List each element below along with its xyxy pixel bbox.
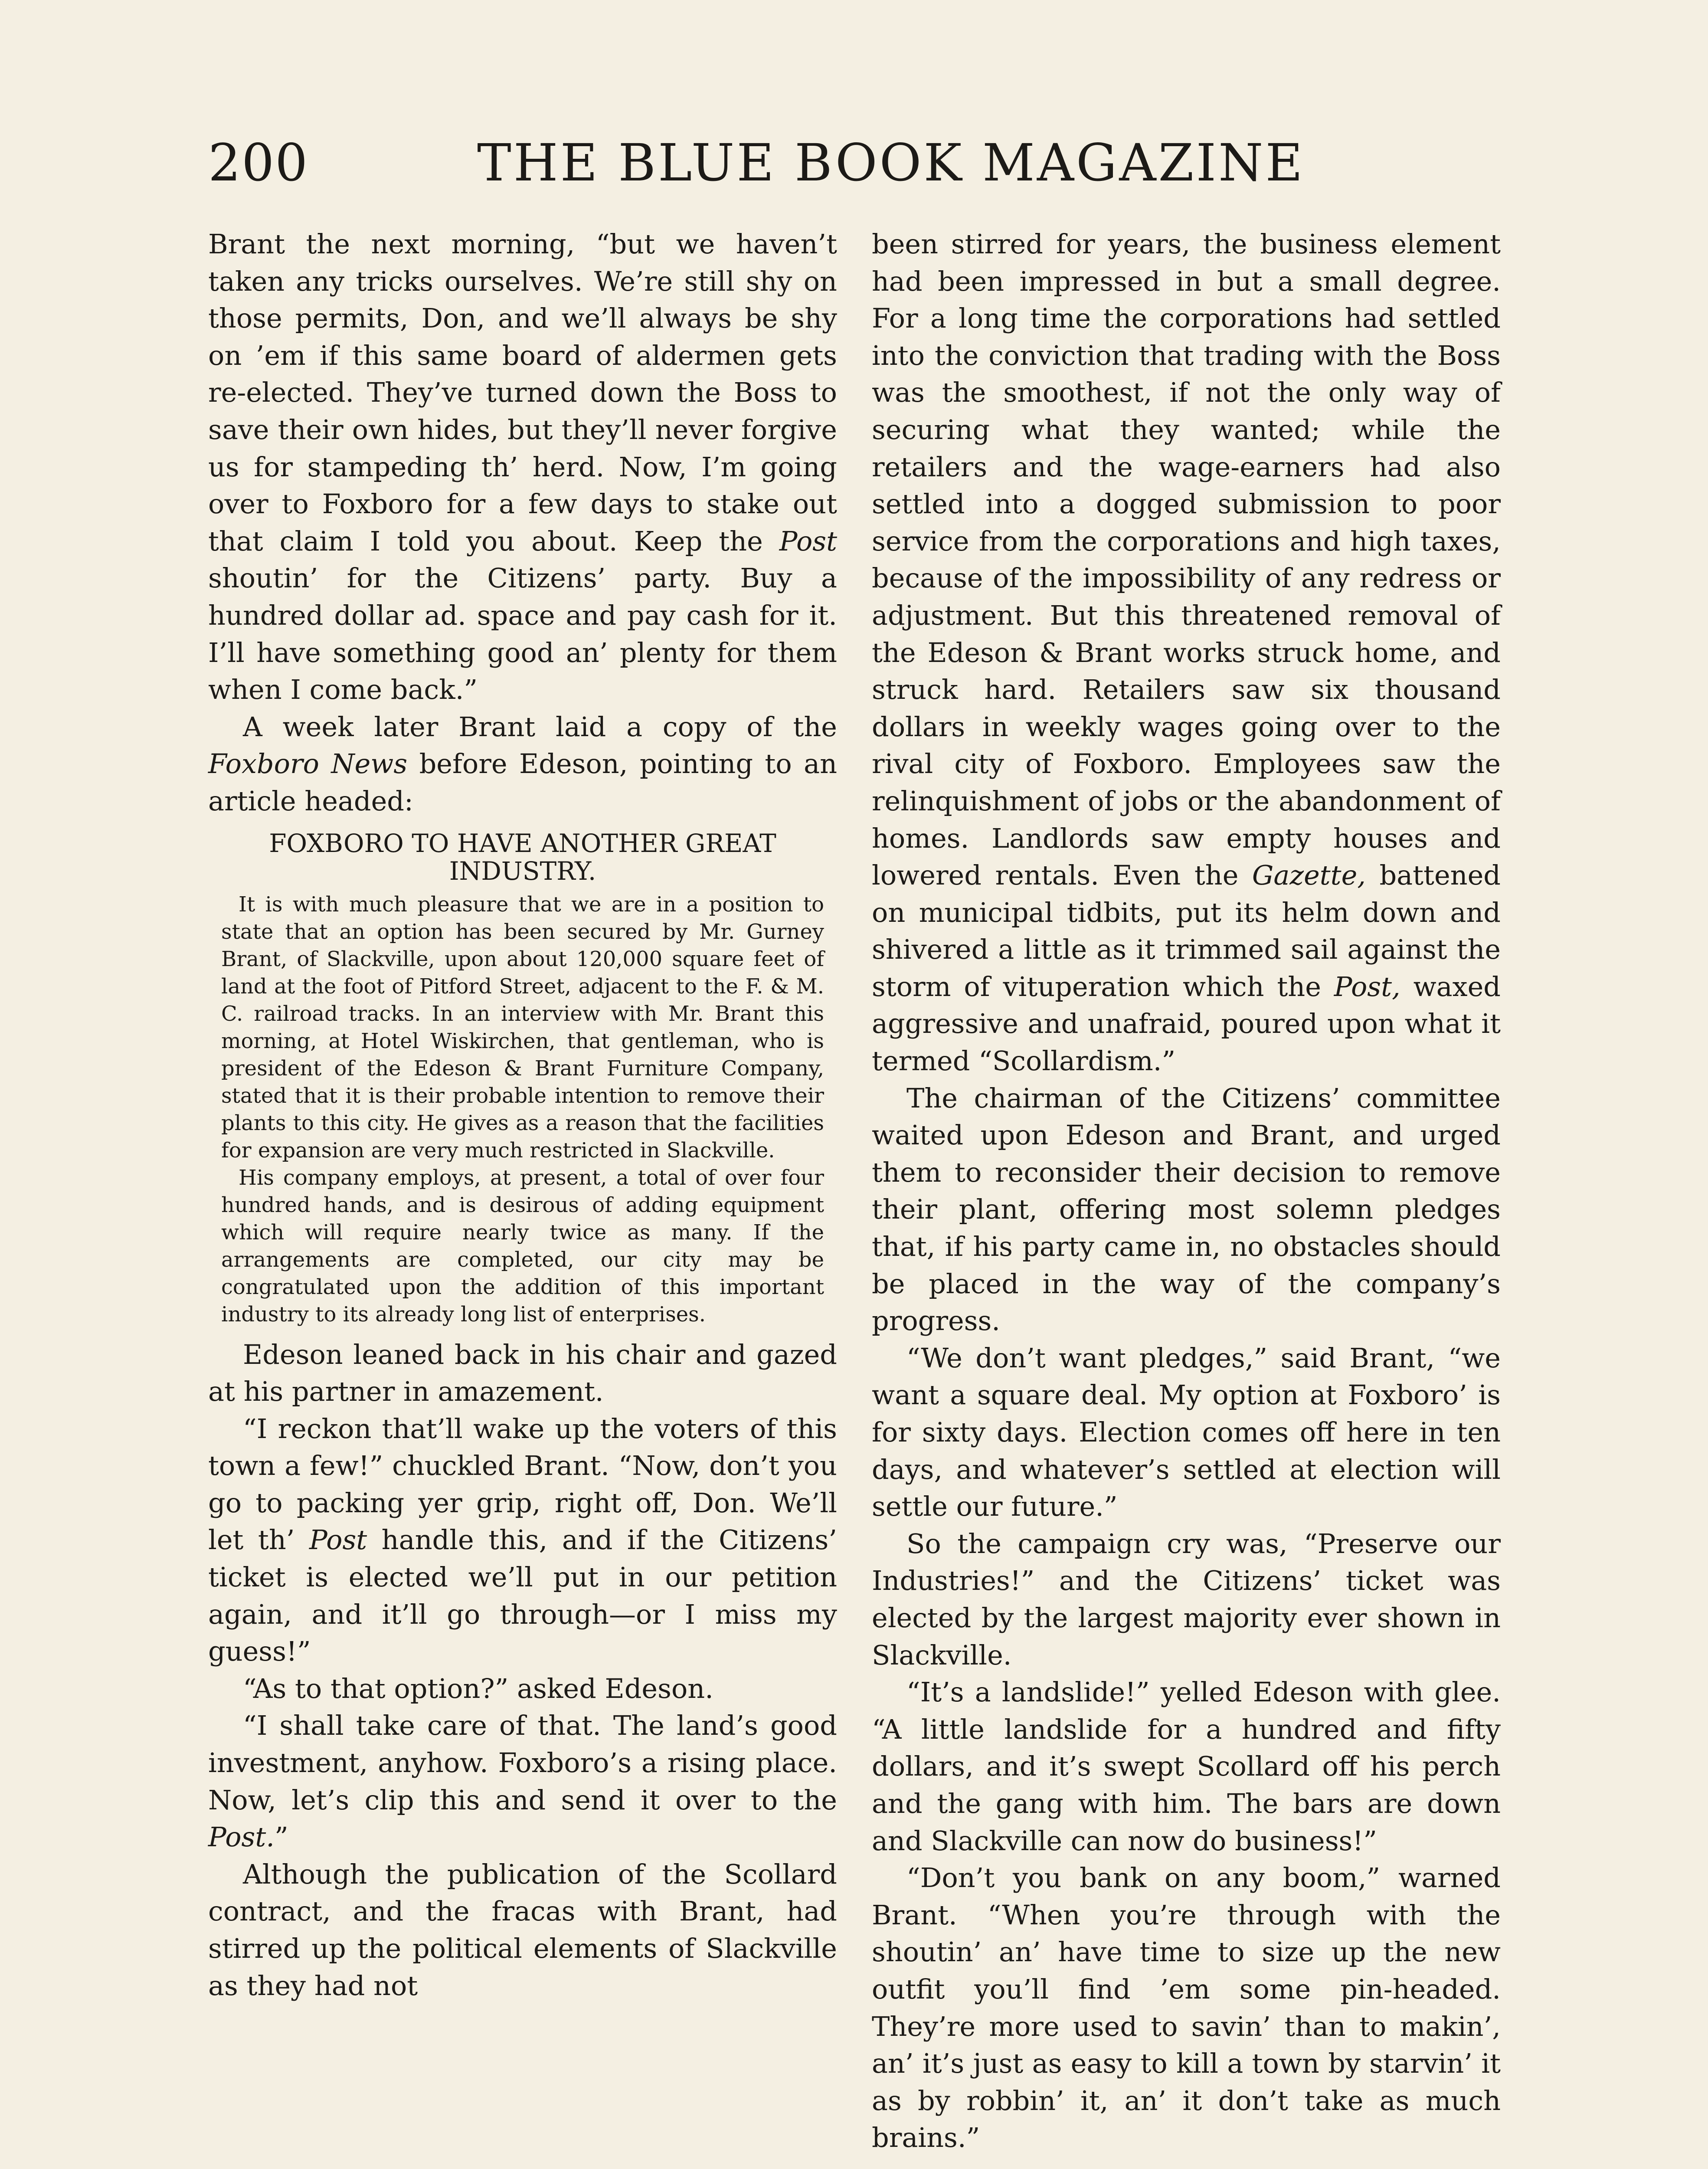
paragraph: “I reckon that’ll wake up the voters of this town a few!” chuckled Brant. “Now, don’t you go to packing yer grip, right off, Don. We’ll let th’ Post handle this, and if the Citizens’ ticket is elected we’ll put in our petition again, and it’ll go through—or I miss my guess!” <box>208 1412 837 1668</box>
news-headline: FOXBORO TO HAVE ANOTHER GREAT INDUSTRY. <box>269 828 776 886</box>
news-paragraph: It is with much pleasure that we are in a position to state that an option has been secured by Mr. Gurney Brant, of Slackville, upon about 120,000 square feet of land at the foot of Pitford Street, adjacent to the F. & M. C. railroad tracks. In an interview with Mr. Brant this morning, at Hotel Wiskirchen, that gentleman, who is president of the Edeson & Brant Furniture Company, stated that it is their probable intention to remove their plants to this city. He gives as a reason that the facilities for expansion are very much restricted in Slackville. <box>221 892 824 1163</box>
page-number: 200 <box>208 133 309 193</box>
news-clipping <box>221 829 824 1328</box>
paragraph: been stirred for years, the business element had been impressed in but a small degree. For a long time the corporations had settled into the conviction that trading with the Boss was the smoothest, if not the only way of securing what they wanted; while the retailers and the wage-earners had also settled into a dogged submission to poor service from the corporations and high taxes, because of the impossibility of any redress or adjustment. But this threatened removal of the Edeson & Brant works struck home, and struck hard. Retailers saw six thousand dollars in weekly wages going over to the rival city of Foxboro. Employees saw the relinquishment of jobs or the abandonment of homes. Landlords saw empty houses and lowered rentals. Even the Gazette, battened on municipal tidbits, put its helm down and shivered a little as it trimmed sail against the storm of vituperation which the Post, waxed aggressive and unafraid, poured upon what it termed “Scollardism.” <box>872 228 1501 1077</box>
left-column <box>208 226 837 2004</box>
paragraph: “I shall take care of that. The land’s good investment, anyhow. Foxboro’s a rising place. Now, let’s clip this and send it over to the Post.” <box>208 1710 837 1853</box>
magazine-title: THE BLUE BOOK MAGAZINE <box>477 133 1305 193</box>
paragraph: The chairman of the Citizens’ committee waited upon Edeson and Brant, and urged them to reconsider their decision to remove their plant, offering most solemn pledges that, if his party came in, no obstacles should be placed in the way of the company’s progress. <box>872 1082 1501 1337</box>
page-header <box>208 130 1509 204</box>
paragraph: “Don’t you bank on any boom,” warned Brant. “When you’re through with the shoutin’ an’ have time to size up the new outfit you’ll find ’em some pin-headed. They’re more used to savin’ than to makin’, an’ it’s just as easy to kill a town by starvin’ it as by robbin’ it, an’ it don’t take as much brains.” <box>872 1862 1501 2154</box>
paragraph: “It’s a landslide!” yelled Edeson with glee. “A little landslide for a hundred and fifty dollars, and it’s swept Scollard off his perch and the gang with him. The bars are down and Slackville can now do business!” <box>872 1676 1501 1857</box>
right-column <box>872 226 1501 2156</box>
paragraph: Although the publication of the Scollard contract, and the fracas with Brant, had stirred up the political elements of Slackville as they had not <box>208 1858 837 2002</box>
paragraph: A week later Brant laid a copy of the Foxboro News before Edeson, pointing to an article headed: <box>208 711 837 817</box>
paragraph: Edeson leaned back in his chair and gazed at his partner in amazement. <box>208 1338 837 1408</box>
paragraph: Brant the next morning, “but we haven’t taken any tricks ourselves. We’re still shy on those permits, Don, and we’ll always be shy on ’em if this same board of aldermen gets re-elected. They’ve turned down the Boss to save their own hides, but they’ll never forgive us for stampeding th’ herd. Now, I’m going over to Foxboro for a few days to stake out that claim I told you about. Keep the Post shoutin’ for the Citizens’ party. Buy a hundred dollar ad. space and pay cash for it. I’ll have something good an’ plenty for them when I come back.” <box>208 228 837 706</box>
paragraph: “As to that option?” asked Edeson. <box>243 1672 713 1704</box>
news-paragraph: His company employs, at present, a total of over four hundred hands, and is desirous of adding equipment which will require nearly twice as many. If the arrangements are completed, our city may be congratulated upon the addition of this important industry to its already long list of enterprises. <box>221 1165 824 1327</box>
paragraph: So the campaign cry was, “Preserve our Industries!” and the Citizens’ ticket was elected by the largest majority ever shown in Slackville. <box>872 1527 1501 1671</box>
paragraph: “We don’t want pledges,” said Brant, “we want a square deal. My option at Foxboro’ is for sixty days. Election comes off here in ten days, and whatever’s settled at election will settle our future.” <box>872 1342 1501 1523</box>
